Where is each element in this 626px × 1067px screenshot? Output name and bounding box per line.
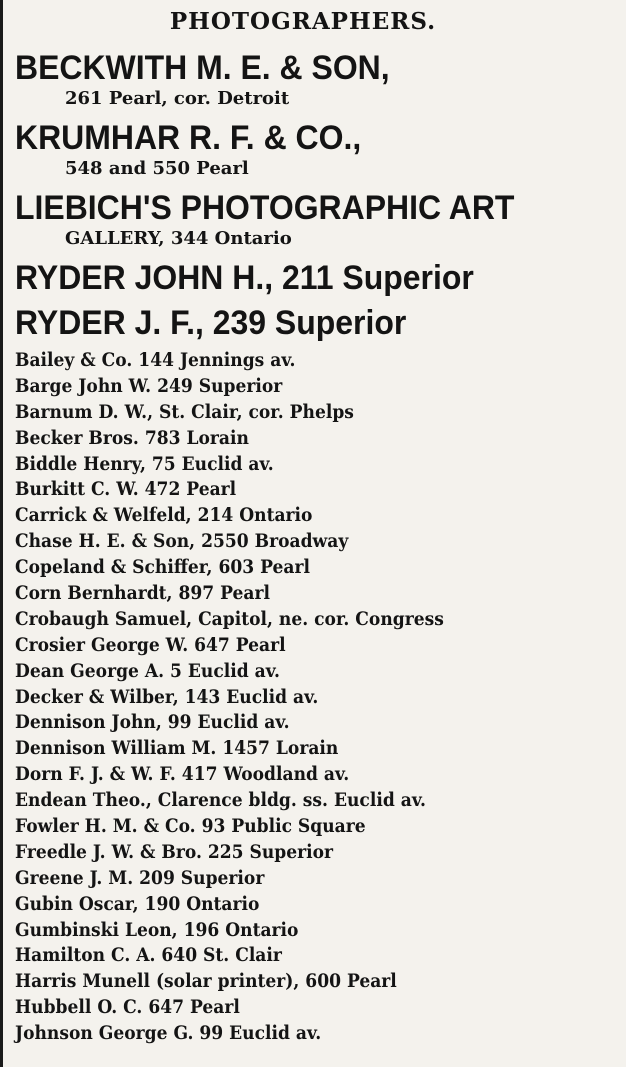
list-item: Barnum D. W., St. Clair, cor. Phelps: [15, 400, 354, 423]
list-item: Barge John W. 249 Superior: [15, 374, 283, 397]
featured-entry: [15, 303, 615, 348]
featured-name: KRUMHAR R. F. & CO.,: [15, 119, 362, 157]
list-item: Dorn F. J. & W. F. 417 Woodland av.: [15, 763, 350, 786]
list-item: Fowler H. M. & Co. 93 Public Square: [15, 815, 366, 838]
featured-name: BECKWITH M. E. & SON,: [15, 49, 390, 87]
list-item: Corn Bernhardt, 897 Pearl: [15, 582, 270, 605]
section-heading: PHOTOGRAPHERS.: [169, 8, 437, 35]
featured-name: RYDER JOHN H., 211 Superior: [15, 259, 474, 297]
list-item: Crobaugh Samuel, Capitol, ne. cor. Congress: [15, 607, 444, 630]
list-item: Dennison John, 99 Euclid av.: [15, 711, 290, 734]
list-item: Chase H. E. & Son, 2550 Broadway: [15, 530, 349, 553]
list-item: Freedle J. W. & Bro. 225 Superior: [15, 840, 334, 863]
featured-name: LIEBICH'S PHOTOGRAPHIC ART: [15, 189, 515, 227]
list-item: Harris Munell (solar printer), 600 Pearl: [15, 970, 397, 993]
featured-entry: [15, 258, 615, 303]
list-item: Greene J. M. 209 Superior: [15, 866, 265, 889]
list-item: Dennison William M. 1457 Lorain: [15, 737, 339, 760]
featured-address: 261 Pearl, cor. Detroit: [65, 88, 290, 109]
featured-name: RYDER J. F., 239 Superior: [15, 304, 407, 342]
photographer-list: [15, 348, 620, 1047]
featured-address: 548 and 550 Pearl: [65, 158, 249, 179]
list-item: Copeland & Schiffer, 603 Pearl: [15, 556, 310, 579]
featured-entry: [15, 118, 615, 188]
list-item: Endean Theo., Clarence bldg. ss. Euclid av.: [15, 789, 426, 812]
list-item: Decker & Wilber, 143 Euclid av.: [15, 685, 319, 708]
list-item: Hubbell O. C. 647 Pearl: [15, 996, 240, 1019]
list-item: Crosier George W. 647 Pearl: [15, 633, 286, 656]
featured-entry: [15, 188, 615, 258]
featured-listings: [15, 48, 615, 348]
list-item: Bailey & Co. 144 Jennings av.: [15, 349, 296, 371]
list-item: Becker Bros. 783 Lorain: [15, 426, 249, 449]
list-item: Burkitt C. W. 472 Pearl: [15, 478, 237, 501]
list-item: Hamilton C. A. 640 St. Clair: [15, 944, 282, 967]
list-item: Biddle Henry, 75 Euclid av.: [15, 452, 274, 475]
featured-entry: [15, 48, 615, 118]
list-item: Dean George A. 5 Euclid av.: [15, 659, 280, 682]
list-item: Johnson George G. 99 Euclid av.: [15, 1022, 322, 1045]
featured-address: GALLERY, 344 Ontario: [65, 228, 292, 249]
list-item: Gumbinski Leon, 196 Ontario: [15, 918, 299, 941]
list-item: Gubin Oscar, 190 Ontario: [15, 892, 260, 915]
list-item: Carrick & Welfeld, 214 Ontario: [15, 504, 313, 527]
